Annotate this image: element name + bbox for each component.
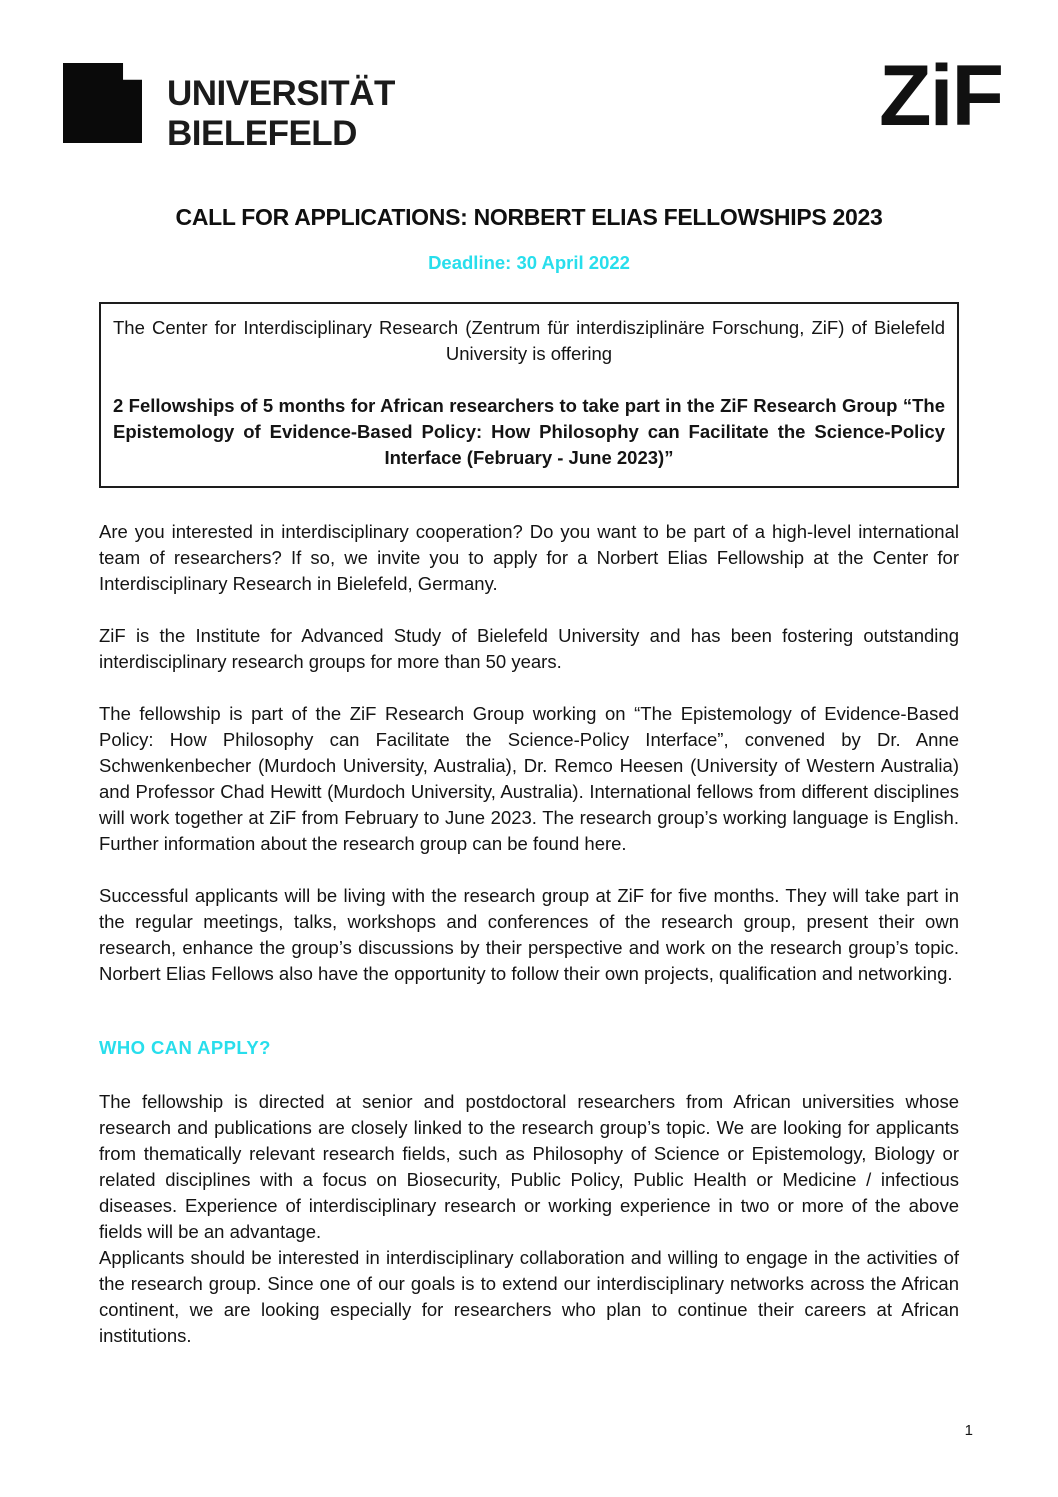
offer-box-intro: The Center for Interdisciplinary Research (Zentrum für interdisziplinäre Forschung, ZiF) of Bielefeld University is offering (113, 317, 945, 364)
paragraph-fellow-life: Successful applicants will be living with the research group at ZiF for five months. They will take part in the regular meetings, talks, workshops and conferences of the research group, present their own research, enhance the group’s discussions by their perspective and work on the research group’s topic. Norbert Elias Fellows also have the opportunity to follow their own projects, qualification and networking. (99, 885, 959, 984)
offer-box (99, 302, 959, 488)
document-title: CALL FOR APPLICATIONS: NORBERT ELIAS FELLOWSHIPS 2023 (175, 204, 883, 230)
paragraph-eligibility: The fellowship is directed at senior and postdoctoral researchers from African universities whose research and publications are closely linked to the research group’s topic. We are looking for applicants from thematically relevant research fields, such as Philosophy of Science or Epistemology, Biology or related disciplines with a focus on Biosecurity, Public Policy, Public Health or Medicine / infectious diseases. Experience of interdisciplinary research or working experience in two or more of the above fields will be an advantage. (99, 1091, 959, 1242)
who-can-apply-heading: WHO CAN APPLY? (99, 1037, 271, 1058)
page-number: 1 (964, 1422, 973, 1439)
document-body (99, 0, 959, 1349)
offer-box-details: 2 Fellowships of 5 months for African researchers to take part in the ZiF Research Group “The Epistemology of Evidence-Based Policy: How Philosophy can Facilitate the Science-Policy Interface (February - June 2023)” (113, 395, 945, 468)
zif-logo: ZiF (879, 48, 1002, 144)
university-wordmark-line2: BIELEFELD (167, 114, 357, 153)
university-wordmark-line1: UNIVERSITÄT (167, 74, 395, 113)
paragraph-zif-institute: ZiF is the Institute for Advanced Study of Bielefeld University and has been fostering outstanding interdisciplinary research groups for more than 50 years. (99, 625, 959, 672)
paragraph-research-group: The fellowship is part of the ZiF Research Group working on “The Epistemology of Evidence-Based Policy: How Philosophy can Facilitate the Science-Policy Interface”, convened by Dr. Anne Schwenkenbecher (Murdoch University, Australia), Dr. Remco Heesen (University of Western Australia) and Professor Chad Hewitt (Murdoch University, Australia). International fellows from different disciplines will work together at ZiF from February to June 2023. The research group’s working language is English. Further information about the research group can be found here. (99, 703, 959, 854)
paragraph-intro-question: Are you interested in interdisciplinary cooperation? Do you want to be part of a high-level international team of researchers? If so, we invite you to apply for a Norbert Elias Fellowship at the Center for Interdisciplinary Research in Bielefeld, Germany. (99, 521, 959, 594)
paragraph-collaboration: Applicants should be interested in interdisciplinary collaboration and willing to engage in the activities of the research group. Since one of our goals is to extend our interdisciplinary networks across the African continent, we are looking especially for researchers who plan to continue their careers at African institutions. (99, 1247, 959, 1346)
deadline-line: Deadline: 30 April 2022 (428, 252, 630, 273)
